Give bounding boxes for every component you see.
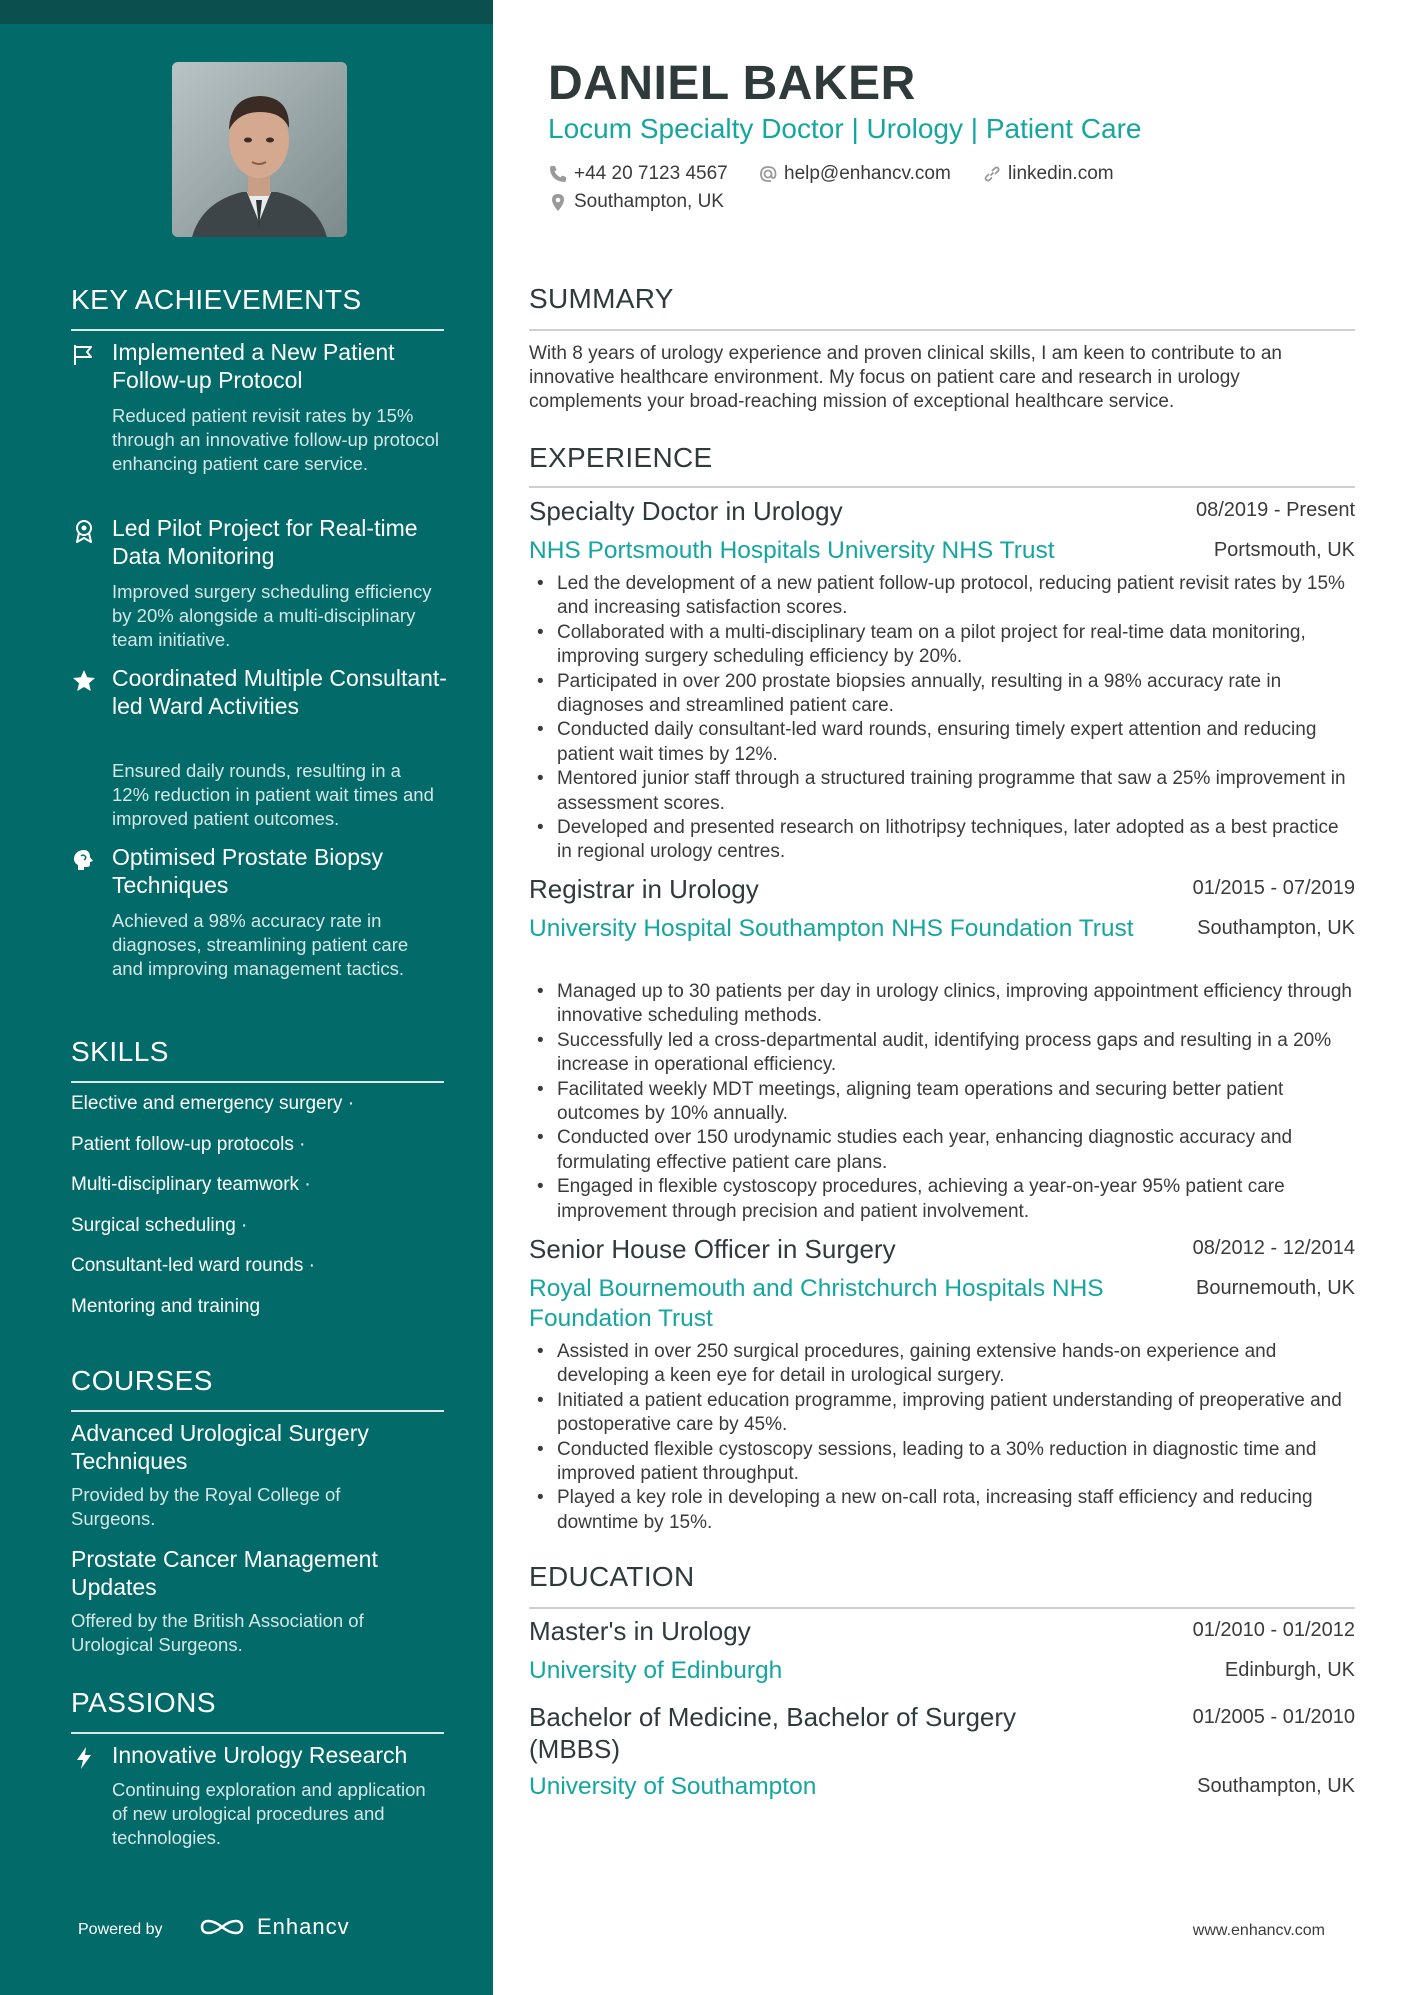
achievement-desc: Reduced patient revisit rates by 15% through an innovative follow-up protocol enhancing patient care service. [112, 405, 440, 474]
bolt-icon [71, 1745, 97, 1771]
linkedin-contact[interactable] [982, 163, 1114, 185]
job-bullet: • Played a key role in developing a new on-call rota, increasing staff efficiency and reducing downtime by 15%. [529, 1486, 1357, 1535]
footer-url[interactable]: www.enhancv.com [1192, 1922, 1325, 1939]
passion-desc: Continuing exploration and application of new urological procedures and technologies. [112, 1779, 426, 1848]
powered-by-label: Powered by [78, 1921, 163, 1938]
achievement-title: Led Pilot Project for Real-time Data Monitoring [112, 515, 418, 569]
star-icon [71, 668, 97, 694]
sidebar [0, 0, 493, 1995]
job-organization: Royal Bournemouth and Christchurch Hospitals NHS Foundation Trust [529, 1275, 1104, 1332]
job-bullet: • Conducted flexible cystoscopy sessions, leading to a 30% reduction in diagnostic time and improved patient throughput. [529, 1438, 1357, 1487]
education-location: Edinburgh, UK [1224, 1659, 1355, 1681]
flag-icon [71, 342, 97, 368]
location-contact [548, 191, 724, 213]
job-location: Southampton, UK [1197, 917, 1355, 939]
education-degree: Master's in Urology [529, 1616, 751, 1646]
phone-contact [548, 163, 728, 185]
job-location: Portsmouth, UK [1213, 539, 1355, 561]
job-title: Senior House Officer in Surgery [529, 1234, 896, 1264]
skill-item: Mentoring and training [71, 1296, 261, 1317]
skill-item: Multi-disciplinary teamwork · [71, 1174, 311, 1195]
education-rule [529, 1607, 1355, 1609]
passion-title: Innovative Urology Research [112, 1742, 408, 1768]
job-location: Bournemouth, UK [1196, 1277, 1355, 1299]
education-dates: 01/2010 - 01/2012 [1192, 1619, 1355, 1641]
job-dates: 08/2012 - 12/2014 [1192, 1237, 1355, 1259]
passions-rule [71, 1732, 444, 1734]
summary-title: SUMMARY [529, 283, 674, 314]
achievement-item [71, 514, 451, 664]
job-organization: NHS Portsmouth Hospitals University NHS Trust [529, 537, 1055, 564]
candidate-headline: Locum Specialty Doctor | Urology | Patient Care [548, 113, 1142, 144]
award-icon [71, 518, 97, 544]
skill-item: Consultant-led ward rounds · [71, 1255, 315, 1276]
achievement-item [71, 664, 451, 844]
job-bullet: • Initiated a patient education programme, improving patient understanding of preoperative and postoperative care by 45%. [529, 1389, 1357, 1438]
at-icon [758, 164, 778, 184]
course-title: Prostate Cancer Management Updates [71, 1546, 378, 1600]
location-text: Southampton, UK [574, 191, 724, 212]
courses-title: COURSES [71, 1365, 213, 1396]
achievement-title: Coordinated Multiple Consultant-led Ward Activities [112, 665, 447, 719]
job-dates: 01/2015 - 07/2019 [1192, 877, 1355, 899]
job-title: Specialty Doctor in Urology [529, 496, 843, 526]
skill-item: Patient follow-up protocols · [71, 1134, 306, 1155]
job-bullets [529, 980, 1357, 1224]
education-location: Southampton, UK [1197, 1775, 1355, 1797]
education-school: University of Southampton [529, 1773, 817, 1800]
summary-rule [529, 329, 1355, 331]
job-bullet: • Engaged in flexible cystoscopy procedures, achieving a year-on-year 95% patient care improvement through precision and patient involvement. [529, 1175, 1357, 1224]
passions-title: PASSIONS [71, 1687, 217, 1718]
skill-item: Surgical scheduling · [71, 1215, 248, 1236]
skills-title: SKILLS [71, 1036, 169, 1067]
education-dates: 01/2005 - 01/2010 [1192, 1706, 1355, 1728]
courses-rule [71, 1410, 444, 1412]
summary-text: With 8 years of urology experience and proven clinical skills, I am keen to contribute to an innovative healthcare environment. My focus on patient care and research in urology complements your broad-reaching mission of exceptional healthcare service. [529, 343, 1282, 412]
education-title: EDUCATION [529, 1561, 695, 1592]
profile-photo [172, 62, 347, 237]
achievement-desc: Improved surgery scheduling efficiency by 20% alongside a multi-disciplinary team initiative. [112, 581, 432, 650]
job-bullets [529, 572, 1357, 865]
job-bullets [529, 1340, 1357, 1535]
achievement-title: Optimised Prostate Biopsy Techniques [112, 844, 384, 898]
job-bullet: • Conducted over 150 urodynamic studies each year, enhancing diagnostic accuracy and formulating effective patient care plans. [529, 1126, 1357, 1175]
sidebar-top-bar [0, 0, 493, 24]
course-title: Advanced Urological Surgery Techniques [71, 1420, 369, 1474]
job-organization: University Hospital Southampton NHS Foundation Trust [529, 915, 1134, 942]
job-bullet: • Managed up to 30 patients per day in urology clinics, improving appointment efficiency through innovative scheduling methods. [529, 980, 1357, 1029]
skill-item: Elective and emergency surgery · [71, 1093, 355, 1114]
phone-icon [548, 164, 568, 184]
email-contact[interactable] [758, 163, 951, 185]
job-bullet: • Assisted in over 250 surgical procedures, gaining extensive hands-on experience and developing a keen eye for detail in urological surgery. [529, 1340, 1357, 1389]
education-school: University of Edinburgh [529, 1657, 783, 1684]
job-title: Registrar in Urology [529, 874, 759, 904]
job-bullet: • Collaborated with a multi-disciplinary team on a pilot project for real-time data monitoring, improving surgery scheduling efficiency by 20%. [529, 621, 1357, 670]
enhancv-brand: Enhancv [257, 1914, 350, 1939]
achievement-desc: Ensured daily rounds, resulting in a 12% reduction in patient wait times and improved patient outcomes. [112, 760, 434, 829]
skills-rule [71, 1081, 444, 1083]
link-icon [982, 164, 1002, 184]
job-bullet: • Successfully led a cross-departmental audit, identifying process gaps and resulting in a 20% increase in operational efficiency. [529, 1029, 1357, 1078]
job-bullet: • Conducted daily consultant-led ward rounds, ensuring timely expert attention and reducing patient wait times by 12%. [529, 718, 1357, 767]
brain-icon [71, 847, 97, 873]
achievement-item [71, 843, 451, 1013]
job-bullet: • Facilitated weekly MDT meetings, aligning team operations and securing better patient outcomes by 10% annually. [529, 1078, 1357, 1127]
job-bullet: • Mentored junior staff through a structured training programme that saw a 25% improvement in assessment scores. [529, 767, 1357, 816]
location-pin-icon [548, 192, 568, 212]
passion-item [71, 1741, 451, 1861]
job-bullet: • Developed and presented research on lithotripsy techniques, later adopted as a best practice in regional urology centres. [529, 816, 1357, 865]
achievement-desc: Achieved a 98% accuracy rate in diagnoses, streamlining patient care and improving management tactics. [112, 910, 409, 979]
job-dates: 08/2019 - Present [1196, 499, 1355, 521]
linkedin-text[interactable]: linkedin.com [1008, 163, 1114, 184]
experience-title: EXPERIENCE [529, 442, 713, 473]
phone-text: +44 20 7123 4567 [574, 163, 728, 184]
job-bullet: • Led the development of a new patient follow-up protocol, reducing patient revisit rates by 15% and increasing satisfaction scores. [529, 572, 1357, 621]
key-achievements-rule [71, 329, 444, 331]
course-desc: Offered by the British Association of Urological Surgeons. [71, 1610, 364, 1655]
enhancv-logo-icon [198, 1913, 246, 1941]
candidate-name: DANIEL BAKER [548, 57, 916, 110]
email-text[interactable]: help@enhancv.com [784, 163, 951, 184]
achievement-item [71, 338, 451, 508]
course-desc: Provided by the Royal College of Surgeons. [71, 1484, 341, 1529]
achievement-title: Implemented a New Patient Follow-up Protocol [112, 339, 395, 393]
experience-rule [529, 486, 1355, 488]
key-achievements-title: KEY ACHIEVEMENTS [71, 284, 362, 315]
job-bullet: • Participated in over 200 prostate biopsies annually, resulting in a 98% accuracy rate in diagnoses and streamlined patient care. [529, 670, 1357, 719]
education-degree: Bachelor of Medicine, Bachelor of Surgery (MBBS) [529, 1702, 1017, 1764]
